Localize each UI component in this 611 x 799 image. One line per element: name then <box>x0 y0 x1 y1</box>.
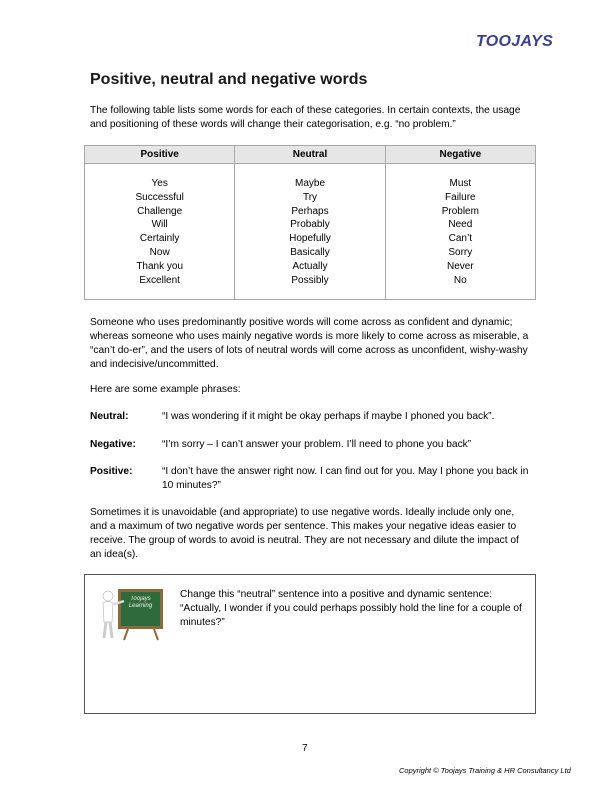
board-text: Toojays Learning <box>128 596 153 609</box>
example-label: Positive: <box>90 466 133 477</box>
neutral-word: Hopefully <box>289 233 331 245</box>
header-positive: Positive <box>85 146 235 164</box>
neutral-word: Try <box>302 191 318 203</box>
header-negative: Negative <box>385 146 535 164</box>
example-label: Negative: <box>90 439 136 450</box>
exercise-line-1: Change this “neutral” sentence into a positive and dynamic sentence: <box>180 589 493 600</box>
neutral-word: Maybe <box>294 178 325 189</box>
negative-words-cell <box>385 164 535 300</box>
positive-word: Yes <box>151 178 168 189</box>
negative-word: Need <box>448 219 473 231</box>
negative-word: Sorry <box>448 246 473 258</box>
example-text: “I don’t have the answer right now. I can find out for you. May I phone you back in 10 minutes?” <box>162 466 529 491</box>
page-title: Positive, neutral and negative words <box>90 71 368 88</box>
neutral-word: Actually <box>292 260 328 272</box>
positive-word: Now <box>149 246 170 258</box>
negative-word: Never <box>446 260 474 272</box>
examples-intro: Here are some example phrases: <box>90 384 241 395</box>
advice-paragraph: Sometimes it is unavoidable (and appropriate) to use negative words. Ideally include only one, and a maximum of two negative words per sentence. This makes your negative ideas easier to receive. The group of words to avoid is neutral. They are not necessary and dilute the impact of an idea(s). <box>90 507 519 560</box>
positive-word: Successful <box>135 191 184 203</box>
positive-word: Thank you <box>136 260 184 272</box>
header-neutral: Neutral <box>235 146 385 164</box>
neutral-words-cell <box>235 164 385 300</box>
negative-word: Must <box>449 178 472 189</box>
exercise-line-2: “Actually, I wonder if you could perhaps possibly hold the line for a couple of minutes?” <box>180 602 522 628</box>
copyright-footer: Copyright © Toojays Training & HR Consultancy Ltd <box>399 766 571 775</box>
positive-word: Excellent <box>139 274 180 286</box>
example-label: Neutral: <box>90 411 129 422</box>
positive-word: Certainly <box>139 233 180 245</box>
negative-word: Can’t <box>448 233 472 245</box>
neutral-word: Perhaps <box>291 205 329 217</box>
exercise-instructions <box>180 588 525 629</box>
negative-word: Failure <box>445 191 476 203</box>
table-row <box>85 164 536 300</box>
table-header-row <box>85 146 536 164</box>
positive-word: Will <box>151 219 168 231</box>
usage-paragraph: Someone who uses predominantly positive words will come across as confident and dynamic; whereas someone who uses mainly negative words is more likely to come across as miserable, a “can’t do-er”, and the users of lots of neutral words will come across as unconfident, wishy-washy and indecisive/uncommitted. <box>90 317 529 370</box>
words-table <box>84 145 536 300</box>
positive-words-cell <box>85 164 235 300</box>
intro-paragraph: The following table lists some words for each of these categories. In certain contexts, the usage and positioning of these words will change their categorisation, e.g. “no problem.” <box>90 105 521 130</box>
teacher-chalkboard-icon <box>98 586 166 642</box>
brand-logo: TOOJAYS <box>476 33 554 50</box>
example-text: “I was wondering if it might be okay perhaps if maybe I phoned you back”. <box>162 411 495 422</box>
negative-word: No <box>453 274 467 286</box>
neutral-word: Possibly <box>291 274 329 286</box>
figure-head <box>103 591 113 601</box>
neutral-word: Basically <box>290 246 330 258</box>
positive-word: Challenge <box>137 205 183 217</box>
example-text: “I’m sorry – I can’t answer your problem. I’ll need to phone you back” <box>162 439 472 450</box>
neutral-word: Probably <box>290 219 330 231</box>
page-number: 7 <box>302 743 308 754</box>
negative-word: Problem <box>441 205 479 217</box>
